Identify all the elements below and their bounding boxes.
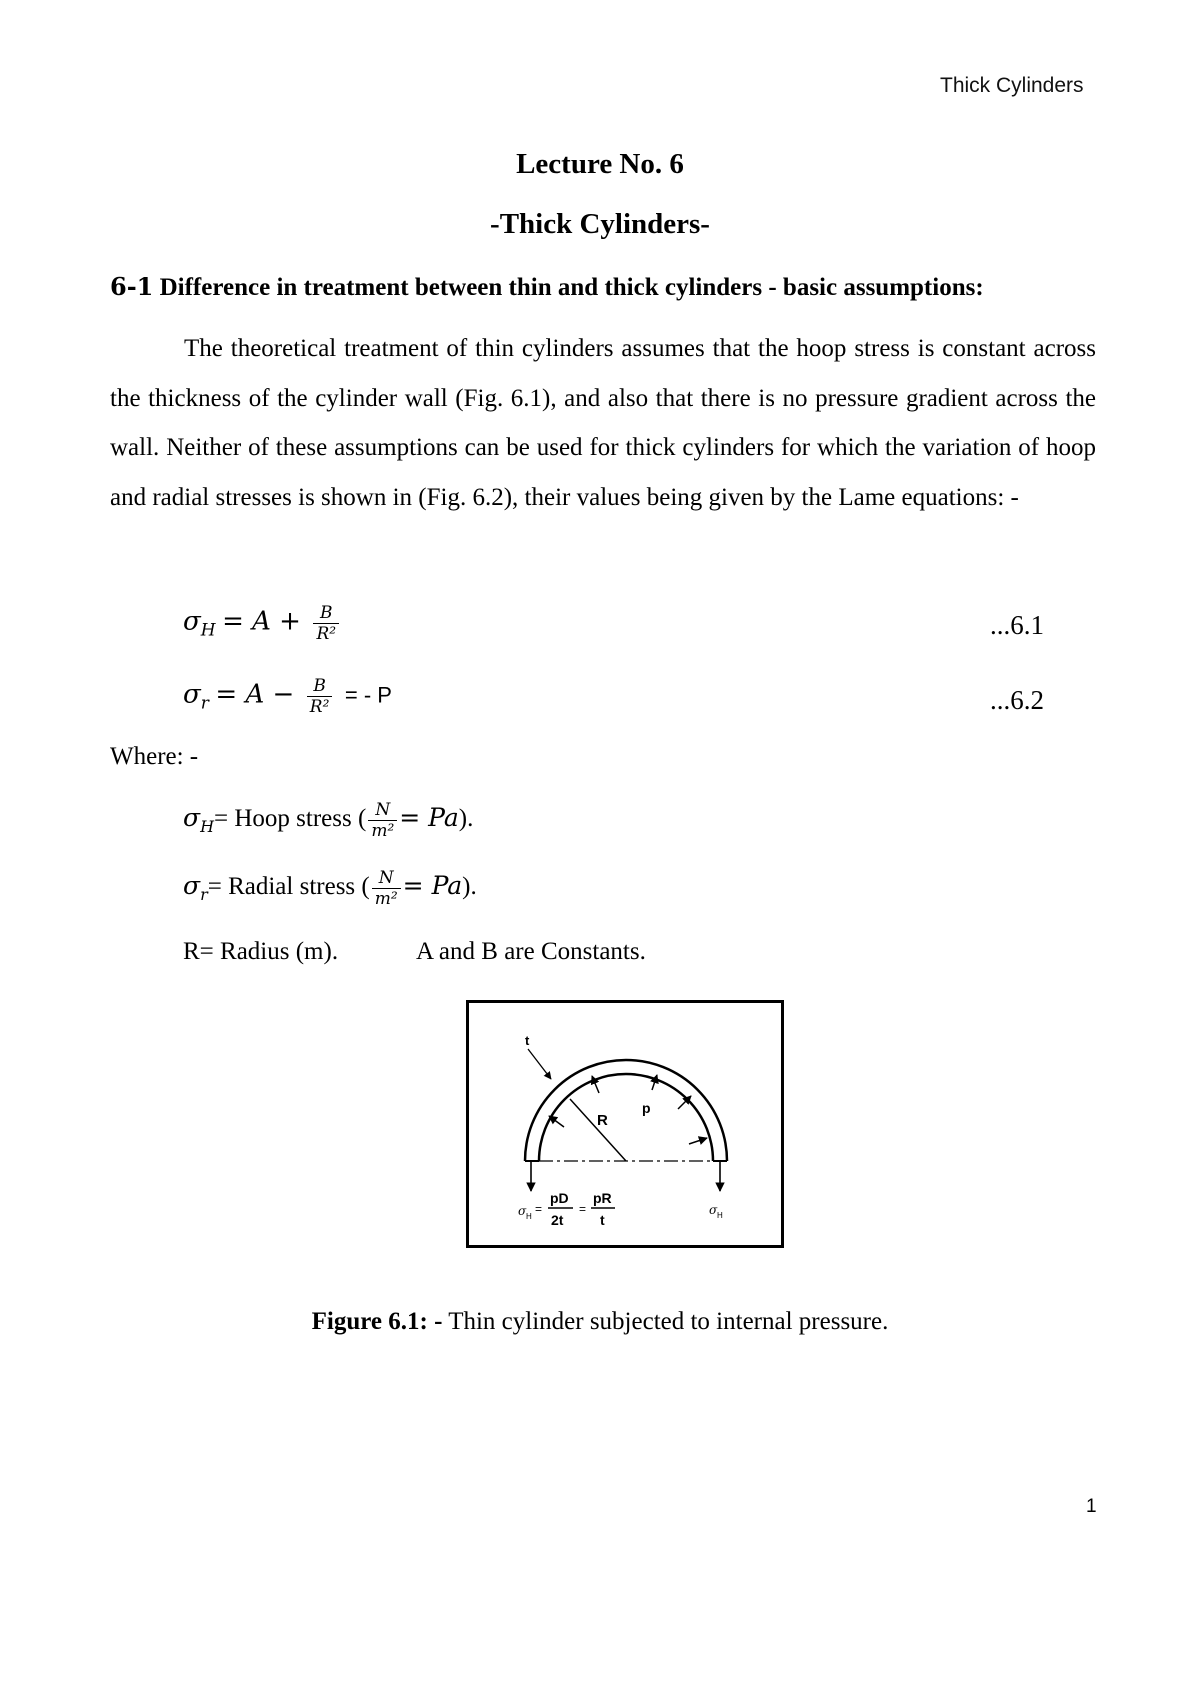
definition-text: = Hoop stress (	[214, 805, 367, 833]
fraction	[368, 800, 397, 841]
label-2t: 2t	[551, 1212, 564, 1228]
inner-wall	[539, 1074, 713, 1161]
denominator: m²	[371, 821, 395, 841]
where-label: Where: -	[110, 743, 199, 770]
definition-hoop	[183, 800, 473, 841]
definition-constants: A and B are Constants.	[416, 938, 646, 965]
sigma-symbol: σ	[183, 679, 201, 710]
equation-radial	[183, 676, 392, 717]
paragraph: The theoretical treatment of thin cylinders assumes that the hoop stress is constant across the thickness of the cylinder wall (Fig. 6.1), and also that there is no pressure gradient across the wall. Neither of these assumptions can be used for thick cylinders for which the variation of hoop and radial stresses is shown in (Fig. 6.2), their values being given by the Lame equations: -	[110, 335, 1096, 511]
body-text	[110, 324, 1096, 522]
label-sigma-right: σ	[709, 1203, 718, 1217]
label-pR: pR	[593, 1190, 612, 1206]
equation-rhs: = A +	[222, 606, 301, 637]
label-sigma-left: σ	[518, 1204, 527, 1218]
figure-thin-cylinder	[466, 1000, 784, 1248]
closing: ).	[458, 805, 474, 833]
section-heading	[110, 272, 984, 302]
caption-text: Thin cylinder subjected to internal pressure.	[442, 1308, 889, 1335]
numerator: N	[372, 868, 401, 889]
sigma-symbol: σ	[183, 803, 201, 833]
unit: = Pa	[399, 803, 459, 833]
definition-text: = Radial stress (	[207, 873, 370, 901]
equation-number: ...6.1	[990, 610, 1044, 640]
closing: ).	[462, 873, 477, 901]
label-t-den: t	[600, 1212, 605, 1228]
equation-hoop	[183, 603, 345, 644]
equation-rhs: = A −	[215, 679, 295, 710]
fraction	[307, 676, 333, 717]
label-R: R	[597, 1112, 608, 1129]
lecture-subtitle: -Thick Cylinders-	[490, 208, 710, 240]
denominator: m²	[374, 889, 398, 909]
numerator: B	[313, 603, 339, 624]
subscript: H	[200, 620, 216, 641]
label-t: t	[525, 1033, 530, 1048]
section-number: 6-1	[110, 272, 154, 301]
svg-text:=: =	[579, 1202, 587, 1216]
label-pD: pD	[550, 1190, 569, 1206]
denominator: R²	[309, 697, 330, 717]
sigma-symbol: σ	[183, 871, 201, 901]
definition-radial	[183, 868, 477, 909]
equation-number: ...6.2	[990, 685, 1044, 715]
figure-caption	[0, 1308, 1200, 1336]
fraction	[313, 603, 339, 644]
subscript: r	[200, 885, 208, 905]
denominator: R²	[316, 624, 337, 644]
subscript: r	[200, 693, 209, 714]
lecture-title: Lecture No. 6	[516, 148, 684, 180]
section-title: Difference in treatment between thin and thick cylinders - basic assumptions:	[159, 274, 984, 301]
sigma-symbol: σ	[183, 606, 201, 637]
page-number: 1	[1086, 1496, 1097, 1517]
fraction	[372, 868, 401, 909]
label-sub-right: H	[717, 1211, 723, 1220]
numerator: N	[368, 800, 397, 821]
thin-cylinder-diagram	[469, 1003, 781, 1245]
unit: = Pa	[402, 871, 463, 901]
radius-line	[570, 1099, 626, 1161]
svg-text:=: =	[535, 1202, 543, 1216]
running-header: Thick Cylinders	[940, 74, 1084, 97]
label-p: p	[642, 1100, 651, 1116]
label-sub-left: H	[526, 1212, 532, 1221]
caption-label: Figure 6.1: -	[311, 1308, 443, 1335]
subscript: H	[200, 817, 215, 837]
numerator: B	[307, 676, 333, 697]
equation-tail: = - P	[344, 682, 392, 708]
definition-radius: R= Radius (m).	[183, 938, 339, 965]
